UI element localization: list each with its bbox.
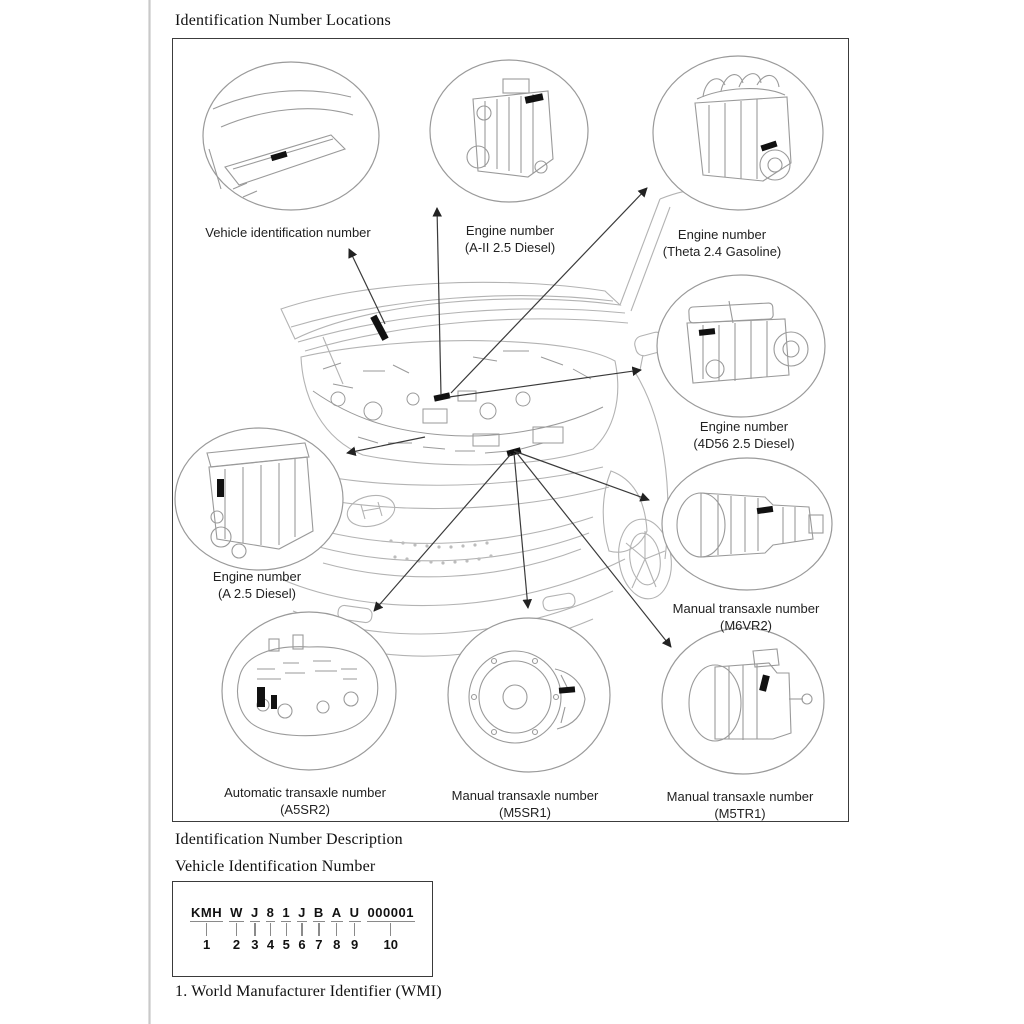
vin-chars: A: [331, 905, 342, 920]
vin-position-number: 4: [266, 937, 275, 952]
vin-chars: W: [230, 905, 243, 920]
vin-position-number: 7: [315, 937, 323, 952]
arrow-4d56: [449, 370, 641, 397]
callout-label-m6vr2: [673, 600, 820, 634]
callout-label-m5tr1-line2: (M5TR1): [714, 806, 766, 821]
vin-position-number: 10: [383, 937, 398, 952]
callout-label-a5sr2-line1: Automatic transaxle number: [224, 785, 386, 800]
vin-connector-line: [354, 923, 356, 936]
vin-connector-line: [206, 923, 208, 936]
callout-label-m5tr1: [667, 788, 814, 822]
engine-bay-detail: [313, 351, 603, 453]
callout-circle-4d56: [657, 275, 825, 417]
vin-connector-line: [254, 923, 256, 936]
vin-connector-line: [390, 923, 392, 936]
vin-chars: J: [298, 905, 306, 920]
vin-position-number: 1: [202, 937, 211, 952]
callout-label-m5sr1-line1: Manual transaxle number: [451, 788, 599, 803]
vin-segment: [313, 906, 325, 951]
callout-label-m5sr1-line2: (M5SR1): [498, 805, 552, 820]
vin-segment: [190, 906, 223, 951]
callout-label-aii-line1: Engine number: [465, 223, 555, 238]
vin-code-row: [190, 906, 415, 951]
vin-connector-line: [301, 923, 303, 936]
callout-label-theta-line2: (Theta 2.4 Gasoline): [662, 244, 782, 259]
section-heading-locations: Identification Number Locations: [175, 12, 391, 29]
arrow-a5sr2: [374, 454, 511, 611]
callout-circle-vin: [203, 62, 379, 210]
vin-position-number: 2: [232, 937, 241, 952]
arrow-vin: [349, 249, 385, 324]
callout-label-4d56: [693, 418, 794, 452]
vin-chars: U: [349, 905, 360, 920]
vin-position-number: 6: [298, 937, 306, 952]
vin-segment: [349, 906, 361, 951]
vin-segment: [250, 906, 260, 951]
arrow-aii: [437, 208, 441, 395]
vin-connector-line: [318, 923, 320, 936]
vin-breakdown-box: [172, 881, 433, 977]
vin-position-number: 5: [282, 937, 290, 952]
callout-label-theta: [663, 226, 782, 260]
arrow-a25: [347, 437, 425, 453]
vin-position-number: 8: [333, 937, 341, 952]
callout-circle-m6vr2: [662, 458, 832, 590]
vin-chars: J: [250, 905, 259, 920]
vin-segment: [266, 906, 276, 951]
callout-label-vin: [205, 224, 371, 241]
callout-circle-a5sr2: [222, 612, 396, 770]
vin-connector-line: [286, 923, 288, 936]
callout-label-a25-line2: (A 2.5 Diesel): [217, 586, 297, 601]
vin-position-number: 3: [251, 937, 259, 952]
callout-label-aii: [465, 222, 555, 256]
callout-label-m5tr1-line1: Manual transaxle number: [666, 789, 814, 804]
leader-arrows: [347, 188, 671, 647]
vin-segment: [297, 906, 307, 951]
callout-label-a25: [213, 568, 301, 602]
arrow-m5sr1: [514, 453, 528, 608]
arrow-theta: [451, 188, 647, 393]
vin-segment: [281, 906, 291, 951]
callout-label-vin-line1: Vehicle identification number: [205, 225, 371, 240]
vin-chars: 8: [266, 905, 275, 920]
vin-chars: 1: [282, 905, 291, 920]
footnote-wmi: 1. World Manufacturer Identifier (WMI): [175, 983, 442, 1000]
callout-label-a5sr2-line2: (A5SR2): [280, 802, 330, 817]
section-heading-description: Identification Number Description: [175, 831, 403, 848]
callout-label-theta-line1: Engine number: [677, 227, 767, 242]
vin-chars: 000001: [367, 905, 414, 920]
callout-label-m6vr2-line2: (M6VR2): [719, 618, 773, 633]
vin-chars: KMH: [191, 905, 223, 920]
callout-label-4d56-line2: (4D56 2.5 Diesel): [693, 436, 795, 451]
vin-connector-line: [336, 923, 338, 936]
vin-segment: [229, 906, 244, 951]
vin-segment: [367, 906, 415, 951]
callout-label-m5sr1: [452, 787, 599, 821]
vin-chars: B: [313, 905, 324, 920]
vin-connector-line: [270, 923, 272, 936]
vin-segment: [331, 906, 343, 951]
subsection-heading-vin: Vehicle Identification Number: [175, 858, 376, 875]
callout-circle-theta: [653, 56, 823, 210]
page-edge-divider: [148, 0, 151, 1024]
callout-label-a5sr2: [224, 784, 386, 818]
callout-label-4d56-line1: Engine number: [699, 419, 789, 434]
vin-position-number: 9: [350, 937, 359, 952]
callout-circle-a25: [175, 428, 343, 570]
car-illustration: [265, 189, 721, 656]
vin-connector-line: [236, 923, 238, 936]
callout-label-m6vr2-line1: Manual transaxle number: [672, 601, 820, 616]
callout-label-aii-line2: (A-II 2.5 Diesel): [464, 240, 556, 255]
callout-label-a25-line1: Engine number: [212, 569, 302, 584]
